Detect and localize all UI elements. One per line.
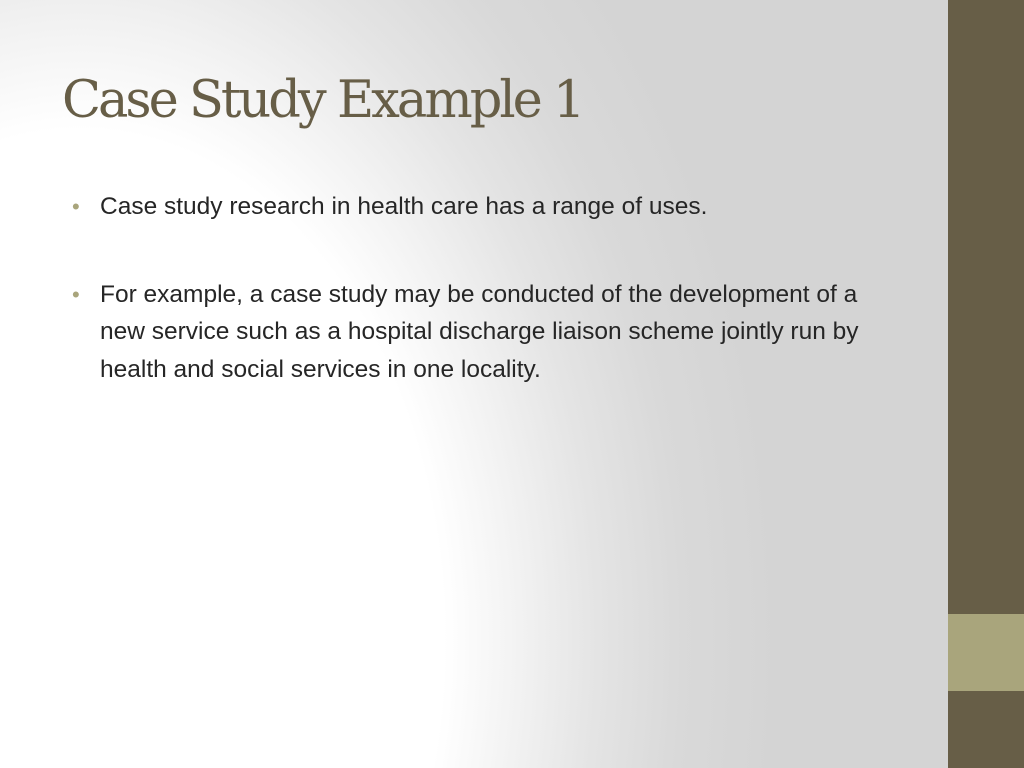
decorative-side-bar-accent	[948, 614, 1024, 691]
bullet-text: For example, a case study may be conducted of the development of a new service such as a hospital discharge liaison scheme jointly run by health and social services in one locality.	[100, 280, 859, 383]
bullet-icon: •	[72, 194, 80, 219]
bullet-item	[72, 188, 882, 226]
slide-title: Case Study Example 1	[62, 71, 583, 130]
bullet-icon: •	[72, 281, 80, 307]
bullet-text: Case study research in health care has a range of uses.	[100, 193, 708, 220]
bullet-list	[72, 188, 882, 388]
bullet-item	[72, 276, 882, 389]
